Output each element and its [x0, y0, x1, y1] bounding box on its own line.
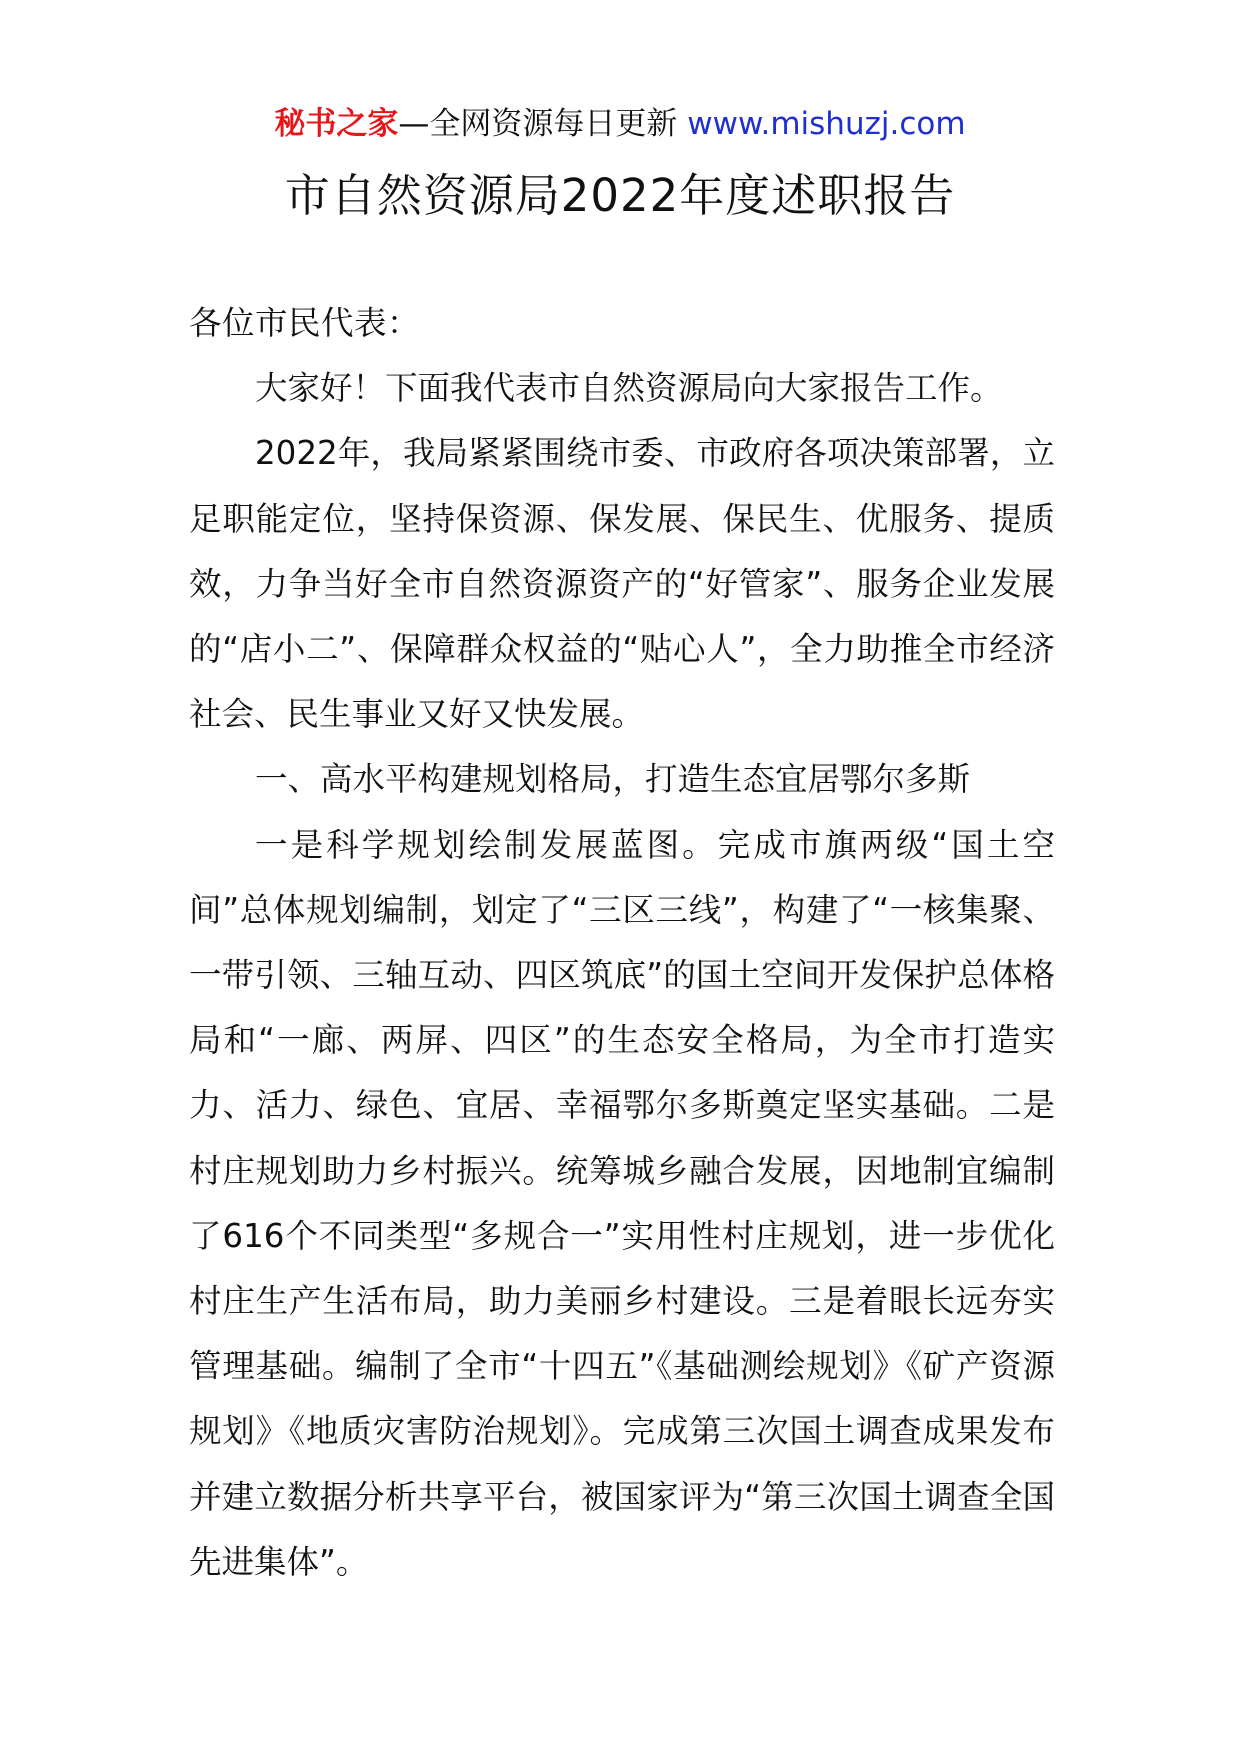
site-brand: 秘书之家	[274, 106, 399, 142]
paragraph-overview: 2022年，我局紧紧围绕市委、市政府各项决策部署，立足职能定位，坚持保资源、保发展、保民生、优服务、提质效，力争当好全市自然资源资产的“好管家”、服务企业发展的“店小二”、保障群众权益的“贴心人”，全力助推全市经济社会、民生事业又好又快发展。	[189, 434, 1055, 734]
salutation: 各位市民代表：	[189, 304, 421, 342]
site-tagline: —全网资源每日更新	[398, 106, 678, 142]
paragraph-greeting: 大家好！下面我代表市自然资源局向大家报告工作。	[255, 369, 1003, 408]
section-heading-1: 一、高水平构建规划格局，打造生态宜居鄂尔多斯	[255, 760, 971, 799]
paragraph-planning: 一是科学规划绘制发展蓝图。完成市旗两级“国土空间”总体规划编制，划定了“三区三线”，构建了“一核集聚、一带引领、三轴互动、四区筑底”的国土空间开发保护总体格局和“一廊、两屏、四区”的生态安全格局，为全市打造实力、活力、绿色、宜居、幸福鄂尔多斯奠定坚实基础。二是村庄规划助力乡村振兴。统筹城乡融合发展，因地制宜编制了616个不同类型“多规合一”实用性村庄规划，进一步优化村庄生产生活布局，助力美丽乡村建设。三是着眼长远夯实管理基础。编制了全市“十四五”《基础测绘规划》《矿产资源规划》《地质灾害防治规划》。完成第三次国土调查成果发布并建立数据分析共享平台，被国家评为“第三次国土调查全国先进集体”。	[189, 825, 1055, 1581]
document-body	[189, 291, 1055, 1595]
site-header	[0, 100, 1240, 148]
document-title: 市自然资源局2022年度述职报告	[284, 169, 956, 222]
site-url-link[interactable]: www.mishuzj.com	[677, 106, 966, 142]
